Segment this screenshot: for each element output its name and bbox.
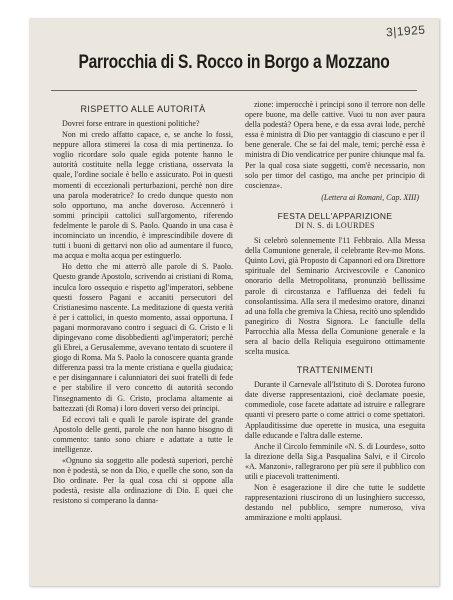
paragraph: Anche il Circolo femminile «N. S. di Lourdes», sotto la direzione della Sig.a Pasqualina Salvi, e il Circolo «A. Manzoni», rallegrarono per più sere il pubblico con utili e piacevoli trattenimenti.	[245, 441, 425, 481]
section-heading-entertainment: TRATTENIMENTI	[296, 365, 374, 376]
paragraph: Dovrei forse entrare in questioni politiche?	[62, 119, 200, 128]
archive-stamp: 3|1925	[385, 22, 426, 40]
paragraph: zione: imperocchè i principi sono il terrore non delle opere buone, ma delle cattive. Vuoi tu non aver paura della podestà? Opera bene, e da essa avrai lode, perchè essa è ministra di Dio per vantaggio di ciascuno e per il bene generale. Che se fai del male, temi; perchè essa è ministra di Dio vendicatrice per punire chiunque mal fa. Per la qual cosa siate soggetti, com'è necessario, non solo per timor del castigo, ma anche per principio di coscienza».	[245, 100, 425, 190]
right-column	[245, 100, 425, 524]
masthead-title: Parrocchia di S. Rocco in Borgo a Mozzano	[78, 52, 390, 73]
paragraph: Ed eccovi tali e quali le parole ispirate del grande Apostolo delle genti, parole che non hanno bisogno di commento: tanto sono chiare e adattate a tutte le intelligenze.	[53, 414, 233, 454]
masthead-rule	[51, 90, 417, 91]
section-heading-authority: RISPETTO ALLE AUTORITÀ	[80, 104, 206, 114]
paragraph: Durante il Carnevale all'Istituto di S. Dorotea furono date diverse rappresentazioni, cioè declamate poesie, commediole, cose facete adattate ad istruire e rallegrare quanti vi presero parte o come attrici o come spettatori. Applauditissime due operette in musica, una eseguita dalle educande e l'altra dalle esterne.	[245, 380, 425, 440]
citation: (Lettera ai Romani, Cap. XIII)	[321, 192, 419, 202]
newsletter-page	[29, 18, 439, 586]
paragraph: Si celebrò solennemente l'11 Febbraio. Alla Messa della Comunione generale, il celebrante Rev-mo Mons. Quinto Lovi, già Proposto di Capannori ed ora Direttore spirituale del Seminario Arcivescovile e Canonico onorario della Metropolitana, pronunziò bellissime parole di circostanza e l'affluenza dei fedeli fu consolantissima. Alla sera il medesimo oratore, dinanzi ad una folla che gremiva la Chiesa, recitò uno splendido panegirico di Nostra Signora. Le fanciulle della Parrocchia alla Messa della Comunione generale e la sera al bacio della Reliquia eseguirono ottimamente scelta musica.	[245, 236, 425, 357]
paragraph: Non è esagerazione il dire che tutte le suddette rappresentazioni riuscirono di un lusinghiero successo, destando nel pubblico, sempre numeroso, viva ammirazione e molti applausi.	[245, 483, 425, 523]
section-subheading-lourdes: DI N. S. di LOURDES	[295, 220, 375, 230]
left-column	[53, 100, 233, 508]
paragraph: «Ognuno sia soggetto alle podestà superiori, perchè non è podestà, se non da Dio, e quelle che sono, son da Dio ordinate. Per la qual cosa chi si oppone alla podestà, resiste alla ordinazione di Dio. E quei che resistono si comperano la danna-	[53, 456, 233, 506]
paragraph: Non mi credo affatto capace, e, se anche lo fossi, neppure allora stimerei la cosa di mia pertinenza. Io voglio ricordare solo quale egida potente hanno le autorità costituite nella legge cristiana, osservata la quale, l'ordine sociale è bello e assicurato. Poi in questi momenti di eccezionali perturbazioni, perchè non dire una parola moderatrice? Io credo dunque questo non solo opportuno, ma anche doveroso. Accennerò i sommi principii cattolici sull'argomento, riferendo fedelmente le parole di S. Paolo. Quando in una casa è incominciato un incendio, è imprescindibile dovere di tutti i buoni di gettarvi non olio ad aumentare il fuoco, ma acqua e molta acqua per estinguerlo.	[53, 130, 233, 261]
section-heading-lourdes: FESTA DELL'APPARIZIONE	[277, 210, 393, 221]
paragraph: Ho detto che mi atterrò alle parole di S. Paolo. Questo grande Apostolo, scrivendo ai cristiani di Roma, inculca loro ossequio e rispetto agl'imperatori, sebbene questi fossero Pagani e accaniti persecutori del Cristianesimo nascente. La meditazione di questa verità è per i cattolici, in questo momento, assai opportuna. I pagani mormoravano contro i seguaci di G. Cristo e li dipingevano come disobbedienti agl'imperatori; perchè gli Ebrei, a Gerusalemme, avevano tentato di scuotere il giogo di Roma. Ma S. Paolo la conoscere quanta grande differenza passi tra la mente cristiana e quella giudaica; e per disingannare i calunniatori dei suoi fratelli di fede e per stabilire il vero concetto di autorità secondo l'insegnamento di G. Cristo, proclama altamente ai battezzati (di Roma) i loro doveri verso dei principi.	[53, 262, 233, 413]
